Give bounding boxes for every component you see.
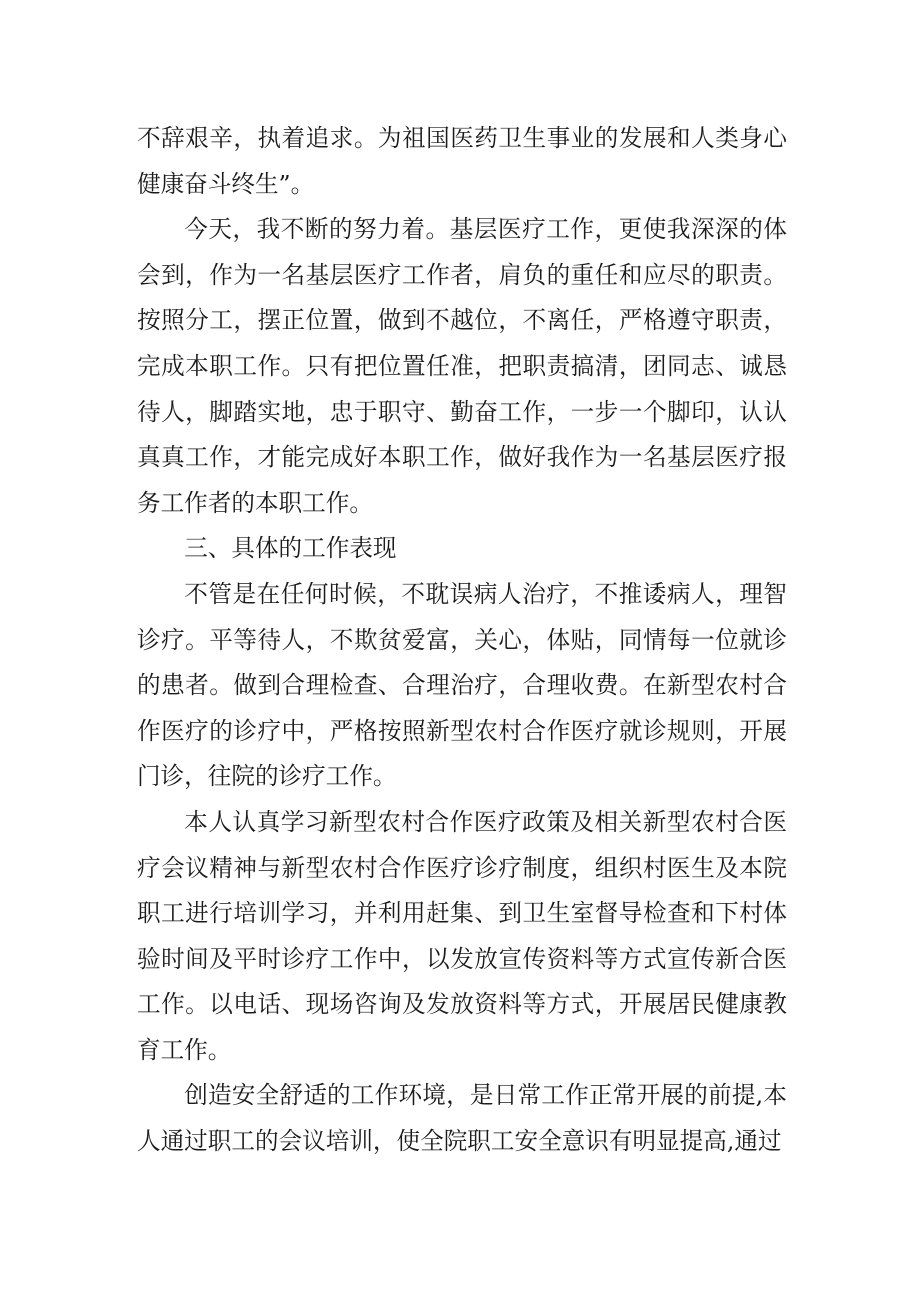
section-heading-work-performance: 三、具体的工作表现 xyxy=(184,534,397,563)
paragraph-safety-environment: 创造安全舒适的工作环境，是日常工作正常开展的前提,本人通过职工的会议培训，使全院职工安全意识有明显提高,通过 xyxy=(137,1081,787,1156)
paragraph-cooperative-medical: 本人认真学习新型农村合作医疗政策及相关新型农村合医疗会议精神与新型农村合作医疗诊疗制度，组织村医生及本院职工进行培训学习，并利用赶集、到卫生室督导检查和下村体验时间及平时诊疗工作中，以发放宣传资料等方式宣传新合医工作。以电话、现场咨询及发放资料等方式，开展居民健康教育工作。 xyxy=(137,807,787,1064)
paragraph-continuation: 不辞艰辛，执着追求。为祖国医药卫生事业的发展和人类身心健康奋斗终生”。 xyxy=(137,124,787,198)
paragraph-duties: 今天，我不断的努力着。基层医疗工作，更使我深深的体会到，作为一名基层医疗工作者，肩负的重任和应尽的职责。按照分工，摆正位置，做到不越位，不离任，严格遵守职责，完成本职工作。只有把位置任准，把职责搞清，团同志、诚恳待人，脚踏实地，忠于职守、勤奋工作，一步一个脚印，认认真真工作，才能完成好本职工作，做好我作为一名基层医疗报务工作者的本职工作。 xyxy=(137,215,787,517)
document-body xyxy=(137,116,787,1165)
paragraph-treatment: 不管是在任何时候，不耽误病人治疗，不推诿病人，理智诊疗。平等待人，不欺贫爱富，关心，体贴，同情每一位就诊的患者。做到合理检查、合理治疗，合理收费。在新型农村合作医疗的诊疗中，严格按照新型农村合作医疗就诊规则，开展门诊，往院的诊疗工作。 xyxy=(137,579,787,791)
